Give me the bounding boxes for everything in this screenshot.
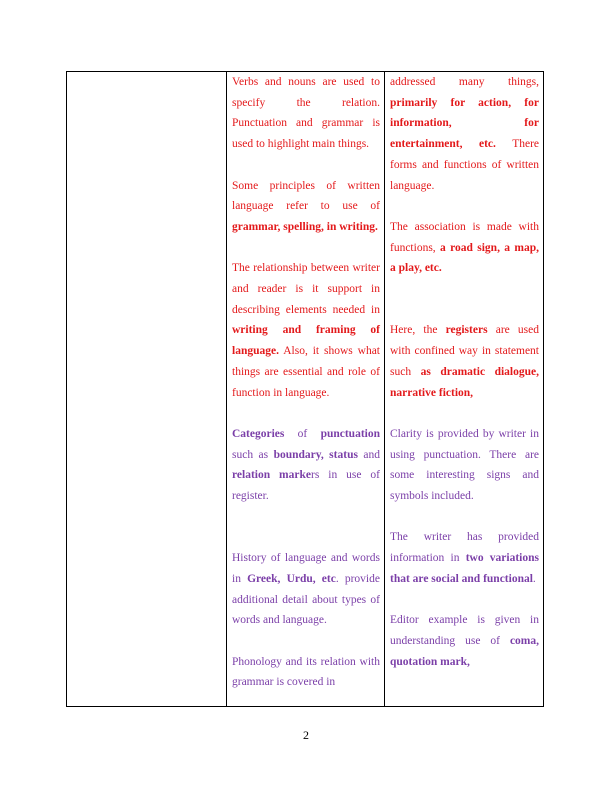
paragraph: Categories of punctuation such as boundary, status and relation markers in use of register. bbox=[232, 427, 381, 503]
content-table bbox=[66, 71, 544, 707]
paragraph: Editor example is given in understanding use of coma, quotation mark, bbox=[390, 614, 539, 668]
paragraph: History of language and words in Greek, Urdu, etc. provide additional detail about types of words and language. bbox=[232, 552, 380, 627]
paragraph: Here, the registers are used with confined way in statement such as dramatic dialogue, narrative fiction, bbox=[390, 324, 539, 399]
paragraph: Phonology and its relation with grammar is covered in bbox=[232, 655, 380, 689]
paragraph: The writer has provided information in two variations that are social and functional. bbox=[390, 531, 539, 585]
paragraph: Verbs and nouns are used to specify the relation. Punctuation and grammar is used to highlight main things. bbox=[232, 76, 380, 151]
paragraph: Clarity is provided by writer in using punctuation. There are some interesting signs and symbols included. bbox=[390, 427, 539, 503]
paragraph: Some principles of written language refer to use of grammar, spelling, in writing. bbox=[232, 179, 380, 233]
table-column-right bbox=[385, 72, 543, 706]
table-column-empty bbox=[67, 72, 227, 706]
page-number: 2 bbox=[303, 728, 309, 742]
paragraph: addressed many things, primarily for action, for information, for entertainment, etc. There forms and functions of written language. bbox=[390, 76, 540, 192]
table-column-middle bbox=[227, 72, 385, 706]
paragraph: The relationship between writer and reader is it support in describing elements needed in writing and framing of language. Also, it shows what things are essential and role of function in language. bbox=[232, 262, 380, 399]
paragraph: The association is made with functions, a road sign, a map, a play, etc. bbox=[390, 220, 539, 275]
